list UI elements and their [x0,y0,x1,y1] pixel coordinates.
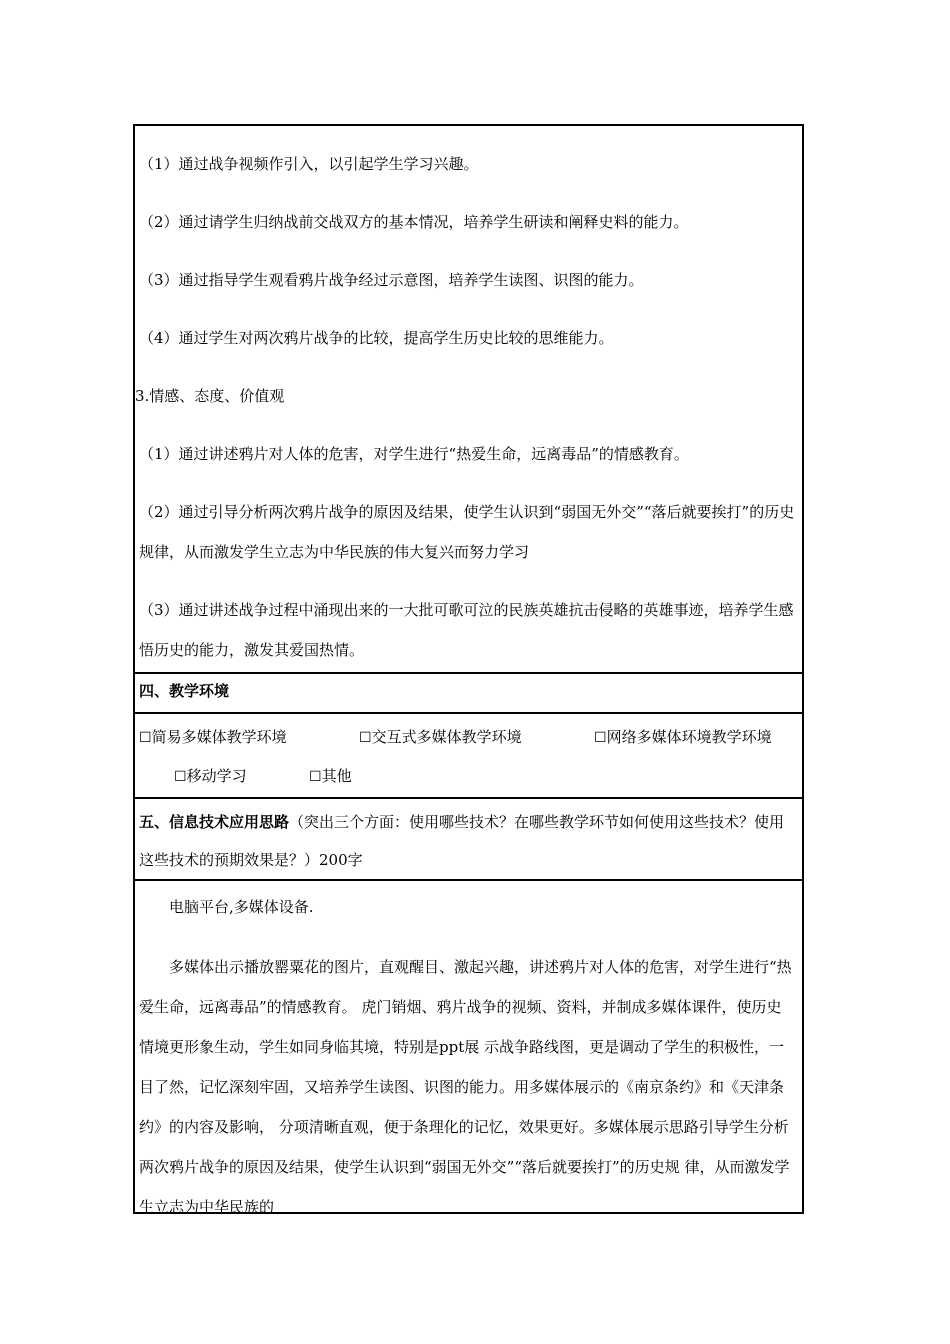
it-application-heading-cell [135,797,802,879]
option-label: 移动学习 [186,767,247,785]
it-application-heading [139,803,796,879]
lesson-plan-table [133,124,804,1214]
checkbox-icon[interactable]: ☐ [309,769,322,785]
emotion-item-3: （3）通过讲述战争过程中涌现出来的一大批可歌可泣的民族英雄抗击侵略的英雄事迹，培养学生感悟历史的能力，激发其爱国热情。 [139,601,794,659]
checkbox-icon[interactable]: ☐ [594,730,607,746]
checkbox-icon[interactable]: ☐ [139,730,152,746]
environment-heading: 四、教学环境 [135,672,802,712]
option-network-multimedia[interactable] [594,718,772,757]
option-label: 网络多媒体环境教学环境 [606,728,772,746]
it-paragraph-1: 电脑平台,多媒体设备. [169,898,314,916]
option-label: 其他 [321,767,352,785]
ability-item-1: （1）通过战争视频作引入，以引起学生学习兴趣。 [139,155,479,173]
it-paragraph-2: 多媒体出示播放罂粟花的图片，直观醒目、激起兴趣，讲述鸦片对人体的危害，对学生进行“热爱生命，远离毒品”的情感教育。 虎门销烟、鸦片战争的视频、资料，并制成多媒体课件，使历史情境更形象生动，学生如同身临其境，特别是ppt展 示战争路线图，更是调动了学生的积极性，一目了然，记忆深刻牢固，又培养学生读图、识图的能力。用多媒体展示的《南京条约》和《天津条约》的内容及影响， 分项清晰直观，便于条理化的记忆，效果更好。多媒体展示思路引导学生分析两次鸦片战争的原因及结果，使学生认识到“弱国无外交”“落后就要挨打”的历史规 律，从而激发学生立志为中华民族的 [139,958,792,1216]
it-heading-note: （突出三个方面：使用哪些技术？在哪些教学环节如何使用这些技术？使用这些技术的预期效果是？）200字 [139,813,785,869]
option-label: 交互式多媒体教学环境 [371,728,522,746]
it-application-content-cell [135,879,802,1216]
emotion-item-2: （2）通过引导分析两次鸦片战争的原因及结果，使学生认识到“弱国无外交”“落后就要挨打”的历史规律，从而激发学生立志为中华民族的伟大复兴而努力学习 [139,503,795,561]
it-heading-title: 五、信息技术应用思路 [139,813,290,831]
option-interactive-multimedia[interactable] [359,718,594,757]
environment-options-line-1 [139,718,796,757]
ability-item-3: （3）通过指导学生观看鸦片战争经过示意图，培养学生读图、识图的能力。 [139,271,644,289]
ability-item-2: （2）通过请学生归纳战前交战双方的基本情况，培养学生研读和阐释史料的能力。 [139,213,689,231]
environment-options-line-2 [139,757,796,796]
environment-options-cell [135,712,802,797]
option-simple-multimedia[interactable] [139,718,359,757]
emotion-item-1: （1）通过讲述鸦片对人体的危害，对学生进行“热爱生命，远离毒品”的情感教育。 [139,445,689,463]
checkbox-icon[interactable]: ☐ [174,769,187,785]
objectives-cell [135,126,802,672]
emotion-heading: 3.情感、态度、价值观 [135,387,285,405]
option-label: 简易多媒体教学环境 [151,728,287,746]
checkbox-icon[interactable]: ☐ [359,730,372,746]
option-other[interactable] [309,757,352,796]
option-mobile-learning[interactable] [174,757,309,796]
ability-item-4: （4）通过学生对两次鸦片战争的比较，提高学生历史比较的思维能力。 [139,329,614,347]
